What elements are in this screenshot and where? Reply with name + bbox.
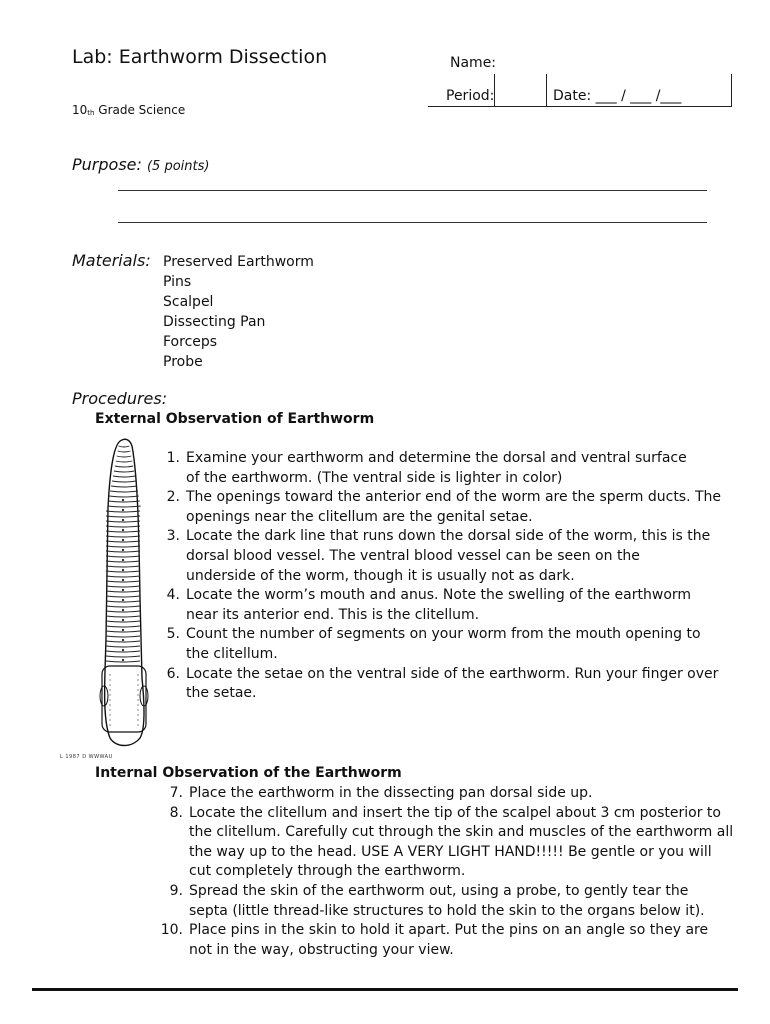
step-text-line: Spread the skin of the earthworm out, using a probe, to gently tear the: [189, 882, 689, 899]
worm-setae-dot: [122, 639, 123, 640]
grade-suffix: th: [87, 109, 95, 117]
material-item: Preserved Earthworm: [163, 254, 314, 270]
external-observation-heading: External Observation of Earthworm: [95, 411, 375, 427]
step-text-line: Locate the setae on the ventral side of the earthworm. Run your finger over: [186, 665, 719, 682]
step-text-line: Locate the clitellum and insert the tip of the scalpel about 3 cm posterior to: [189, 804, 721, 821]
step-number: 6.: [166, 665, 180, 682]
illustration-credit: L 1987 D WWWAU: [60, 754, 113, 760]
worm-setae-dot: [122, 559, 123, 560]
worm-setae-dot: [122, 629, 123, 630]
worm-setae-dot: [122, 619, 123, 620]
worm-setae-dot: [122, 549, 123, 550]
list-item: [166, 488, 746, 527]
list-item: [166, 449, 746, 488]
worm-setae-dot: [122, 599, 123, 600]
step-text-line: cut completely through the earthworm.: [189, 863, 466, 880]
step-number: 8.: [169, 804, 183, 821]
material-item: Forceps: [163, 334, 218, 350]
step-number: 3.: [166, 528, 180, 545]
step-text-line: Place pins in the skin to hold it apart. Put the pins on an angle so they are: [189, 922, 709, 939]
internal-steps-list: [160, 784, 749, 960]
materials-list: [163, 252, 314, 372]
step-number: 1.: [166, 450, 180, 466]
worm-setae-dot: [122, 609, 123, 610]
procedures-label: Procedures:: [72, 389, 168, 408]
step-text-line: not in the way, obstructing your view.: [189, 941, 454, 958]
worm-setae-dot: [122, 539, 123, 540]
material-item: Scalpel: [163, 294, 214, 310]
material-item: Dissecting Pan: [163, 314, 266, 330]
step-text-line: The openings toward the anterior end of the worm are the sperm ducts. The: [186, 489, 722, 506]
step-text-line: of the earthworm. (The ventral side is lighter in color): [186, 469, 563, 486]
step-number: 2.: [166, 489, 180, 506]
course-subtitle: [72, 103, 185, 117]
earthworm-illustration: [96, 438, 156, 750]
list-item: [166, 665, 746, 704]
worm-setae-dot: [122, 649, 123, 650]
worm-setae-dot: [122, 529, 123, 530]
step-text-line: the clitellum. Carefully cut through the skin and muscles of the earthworm all: [189, 824, 734, 841]
worm-setae-dot: [122, 579, 123, 580]
worm-setae-dot: [122, 569, 123, 570]
purpose-heading: [72, 155, 209, 174]
list-item: [169, 882, 749, 921]
step-text-line: Count the number of segments on your worm from the mouth opening to: [186, 626, 701, 643]
step-number: 10.: [160, 922, 183, 939]
internal-observation-heading: Internal Observation of the Earthworm: [95, 765, 402, 781]
list-item: [160, 921, 749, 960]
step-text-line: dorsal blood vessel. The ventral blood vessel can be seen on the: [186, 547, 640, 564]
step-number: 9.: [169, 882, 183, 899]
step-text-line: septa (little thread-like structures to hold the skin to the organs below it).: [189, 902, 705, 919]
list-item: [166, 586, 746, 625]
purpose-answer-line-1[interactable]: [118, 190, 707, 191]
step-text-line: near its anterior end. This is the clitellum.: [186, 606, 480, 623]
date-divider-right: [731, 74, 732, 106]
material-item: Probe: [163, 354, 203, 370]
list-item: [169, 804, 749, 882]
materials-label: Materials:: [72, 251, 151, 270]
list-item: [169, 784, 749, 804]
step-text-line: Locate the dark line that runs down the dorsal side of the worm, this is the: [186, 528, 711, 545]
external-steps-list: [166, 449, 746, 704]
step-text-line: Locate the worm’s mouth and anus. Note the swelling of the earthworm: [186, 587, 692, 604]
grade-rest: Grade Science: [94, 103, 186, 117]
page-title: Lab: Earthworm Dissection: [72, 46, 328, 68]
worm-setae-dot: [122, 659, 123, 660]
date-divider-left: [546, 74, 547, 106]
purpose-label: Purpose:: [72, 155, 142, 174]
list-item: [166, 625, 746, 664]
name-field-label: Name:: [450, 55, 497, 71]
purpose-answer-line-2[interactable]: [118, 222, 707, 223]
worm-setae-dot: [122, 519, 123, 520]
worm-setae-dot: [122, 589, 123, 590]
purpose-points: (5 points): [146, 159, 210, 174]
step-text-line: the clitellum.: [186, 645, 278, 662]
step-text-line: the way up to the head. USE A VERY LIGHT HAND!!!!! Be gentle or you will: [189, 843, 712, 860]
date-field-label: Date: ___ / ___ /___: [553, 88, 682, 104]
step-text-line: underside of the worm, though it is usually not as dark.: [186, 567, 575, 584]
grade-number: 10: [72, 103, 88, 117]
bottom-rule: [32, 988, 738, 991]
list-item: [166, 527, 746, 586]
material-item: Pins: [163, 274, 192, 290]
worm-setae-dot: [122, 499, 123, 500]
period-field-label: Period:: [446, 88, 495, 104]
step-number: 7.: [169, 785, 183, 801]
step-text-line: Place the earthworm in the dissecting pan dorsal side up.: [189, 785, 593, 801]
step-number: 4.: [166, 587, 180, 604]
step-number: 5.: [166, 626, 180, 643]
period-divider: [494, 74, 495, 106]
step-text-line: the setae.: [186, 685, 257, 702]
step-text-line: Examine your earthworm and determine the dorsal and ventral surface: [186, 450, 687, 466]
header-underline: [428, 106, 732, 107]
step-text-line: openings near the clitellum are the genital setae.: [186, 508, 533, 525]
worm-setae-dot: [122, 509, 123, 510]
